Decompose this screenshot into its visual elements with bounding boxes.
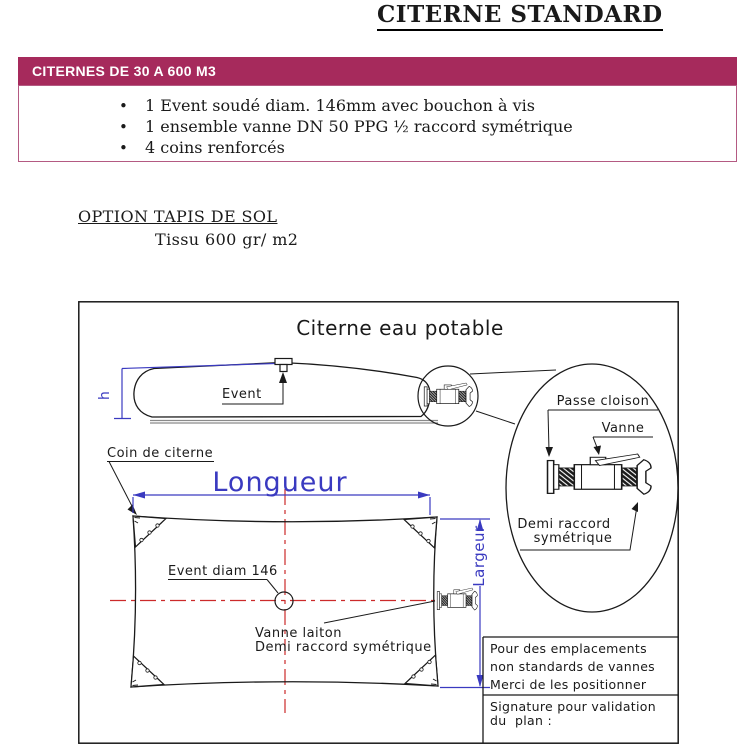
demi-raccord-plan-label: Demi raccord symétrique	[255, 640, 432, 655]
feature-item	[19, 95, 736, 116]
feature-text: 1 ensemble vanne DN 50 PPG ½ raccord symétrique	[145, 117, 573, 136]
option-detail: Tissu 600 gr/ m2	[155, 230, 299, 249]
arrow-up-icon	[632, 502, 639, 512]
placement-line-1: Pour des emplacements	[490, 641, 647, 656]
arrow-down-icon	[546, 447, 554, 457]
demi-raccord-label-1: Demi raccord	[517, 517, 611, 532]
coin-citerne-callout	[107, 446, 214, 515]
corner-reinforcement	[404, 517, 437, 548]
corner-reinforcement	[131, 656, 164, 687]
side-view	[97, 359, 556, 427]
bullet-icon: •	[119, 139, 128, 157]
length-label: Longueur	[212, 467, 348, 498]
banner-label: CITERNES DE 30 A 600 M3	[32, 63, 217, 79]
vent-cap	[275, 359, 292, 372]
vanne-laiton-label: Vanne laiton	[255, 626, 342, 641]
coin-citerne-label: Coin de citerne	[107, 446, 214, 461]
event-callout	[222, 372, 287, 404]
section-banner	[18, 57, 737, 85]
detail-connector	[476, 411, 515, 424]
demi-raccord-callout	[517, 502, 638, 550]
demi-raccord-label-2: symétrique	[533, 531, 613, 546]
placement-line-3: Merci de les positionner	[490, 677, 647, 692]
corner-reinforcement	[405, 655, 438, 686]
bullet-icon: •	[119, 97, 128, 115]
feature-item	[19, 137, 736, 158]
passe-cloison-label: Passe cloison	[556, 394, 650, 409]
feature-text: 4 coins renforcés	[145, 138, 285, 157]
width-label: Largeur	[470, 525, 488, 587]
arrow-icon	[128, 505, 138, 516]
arrow-down-icon	[594, 446, 602, 456]
corner-reinforcement	[133, 516, 166, 547]
feature-item	[19, 116, 736, 137]
event-diam-callout	[168, 564, 278, 593]
arrow-right-icon	[418, 492, 430, 499]
vanne-callout	[593, 421, 653, 455]
features-box	[18, 85, 737, 162]
placement-note	[490, 641, 655, 692]
signature-line-1: Signature pour validation	[490, 699, 656, 714]
drawing-title: Citerne eau potable	[296, 316, 504, 340]
option-heading: OPTION TAPIS DE SOL	[78, 207, 278, 226]
placement-line-2: non standards de vannes	[490, 659, 655, 674]
arrow-up-icon	[279, 372, 287, 383]
vanne-label: Vanne	[601, 421, 645, 436]
bullet-icon: •	[119, 118, 128, 136]
event-diam-label: Event diam 146	[168, 564, 278, 579]
feature-text: 1 Event soudé diam. 146mm avec bouchon à vis	[145, 96, 535, 115]
valve-side-view	[424, 383, 472, 407]
signature-note	[490, 699, 656, 728]
page-title: CITERNE STANDARD	[377, 1, 663, 31]
length-dimension	[133, 467, 430, 515]
detail-view	[506, 364, 678, 612]
height-label: h	[97, 391, 113, 400]
valve-detail-view	[548, 454, 652, 494]
detail-connector	[470, 370, 556, 374]
valve-plan-view	[437, 588, 477, 610]
note-boxes	[483, 637, 678, 743]
signature-line-2: du plan :	[490, 713, 552, 728]
technical-drawing	[78, 301, 679, 744]
event-label: Event	[222, 387, 262, 402]
plan-view	[107, 446, 490, 713]
arrow-left-icon	[133, 492, 145, 499]
vanne-laiton-callout	[255, 601, 435, 655]
